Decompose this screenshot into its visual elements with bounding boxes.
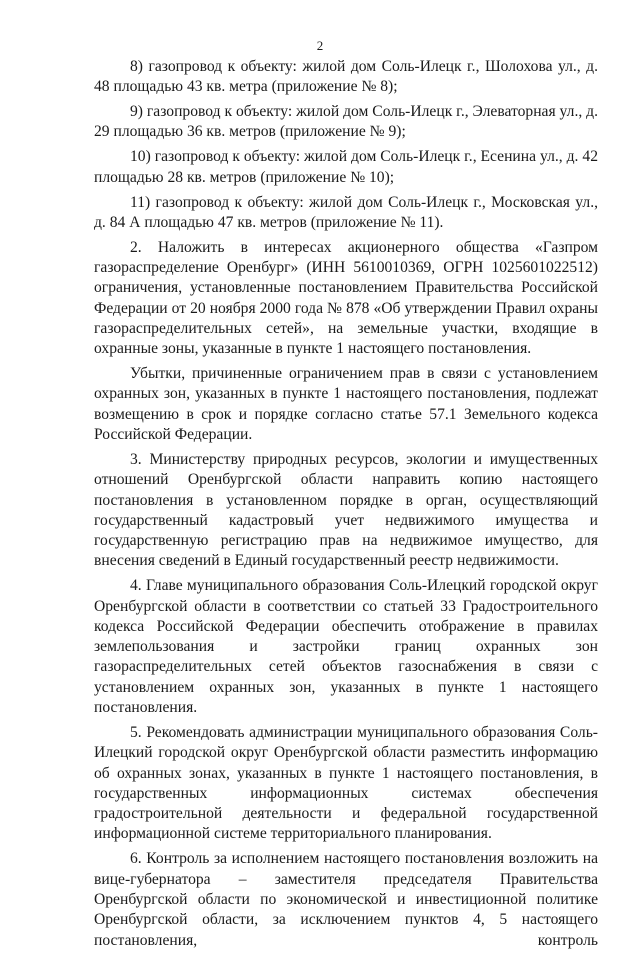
paragraph-2-losses: Убытки, причиненные ограничением прав в связи с установлением охранных зон, указанных в пункте 1 настоящего постановления, подлежат возмещению в срок и порядке согласно статье 57.1 Земельного кодекса Российской Федерации.: [94, 365, 598, 444]
page-number: 2: [316, 38, 324, 53]
paragraph-2: 2. Наложить в интересах акционерного общества «Газпром газораспределение Оренбург» (ИНН 5610010369, ОГРН 1025601022512) ограничения, установленные постановлением Правительства Российской Федерации от 20 ноября 2000 года № 878 «Об утверждении Правил охраны газораспределительных сетей», на земельные участки, входящие в охранные зоны, указанные в пункте 1 настоящего постановления.: [94, 238, 598, 358]
paragraph-4: 4. Главе муниципального образования Соль-Илецкий городской округ Оренбургской области в соответствии со статьей 33 Градостроительного кодекса Российской Федерации обеспечить отображение в правилах землепользования и застройки границ охранных зон газораспределительных сетей объектов газоснабжения в связи с установлением охранных зон, указанных в пункте 1 настоящего постановления.: [94, 577, 598, 717]
paragraph-6: 6. Контроль за исполнением настоящего постановления возложить на вице-губернатора – заместителя председателя Правительства Оренбургской области по экономической и инвестиционной политике Оренбургской области, за исключением пунктов 4, 5 настоящего постановления, контроль: [94, 850, 598, 949]
paragraph-1-10: 10) газопровод к объекту: жилой дом Соль-Илецк г., Есенина ул., д. 42 площадью 28 кв. метров (приложение № 10);: [94, 148, 598, 186]
paragraph-1-8: 8) газопровод к объекту: жилой дом Соль-Илецк г., Шолохова ул., д. 48 площадью 43 кв. метра (приложение № 8);: [94, 58, 598, 96]
paragraph-1-11: 11) газопровод к объекту: жилой дом Соль-Илецк г., Московская ул., д. 84 А площадью 47 кв. метров (приложение № 11).: [94, 193, 598, 231]
document-body: [94, 57, 598, 955]
paragraph-3: 3. Министерству природных ресурсов, экологии и имущественных отношений Оренбургской области направить копию настоящего постановления в установленном порядке в орган, осуществляющий государственный кадастровый учет недвижимого имущества и государственную регистрацию прав на недвижимое имущество, для внесения сведений в Единый государственный реестр недвижимости.: [94, 450, 598, 570]
paragraph-1-9: 9) газопровод к объекту: жилой дом Соль-Илецк г., Элеваторная ул., д. 29 площадью 36 кв. метров (приложение № 9);: [94, 103, 598, 141]
paragraph-5: 5. Рекомендовать администрации муниципального образования Соль-Илецкий городской округ Оренбургской области разместить информацию об охранных зонах, указанных в пункте 1 настоящего постановления, в государственных информационных системах обеспечения градостроительной деятельности и федеральной государственной информационной системе территориального планирования.: [94, 723, 598, 843]
